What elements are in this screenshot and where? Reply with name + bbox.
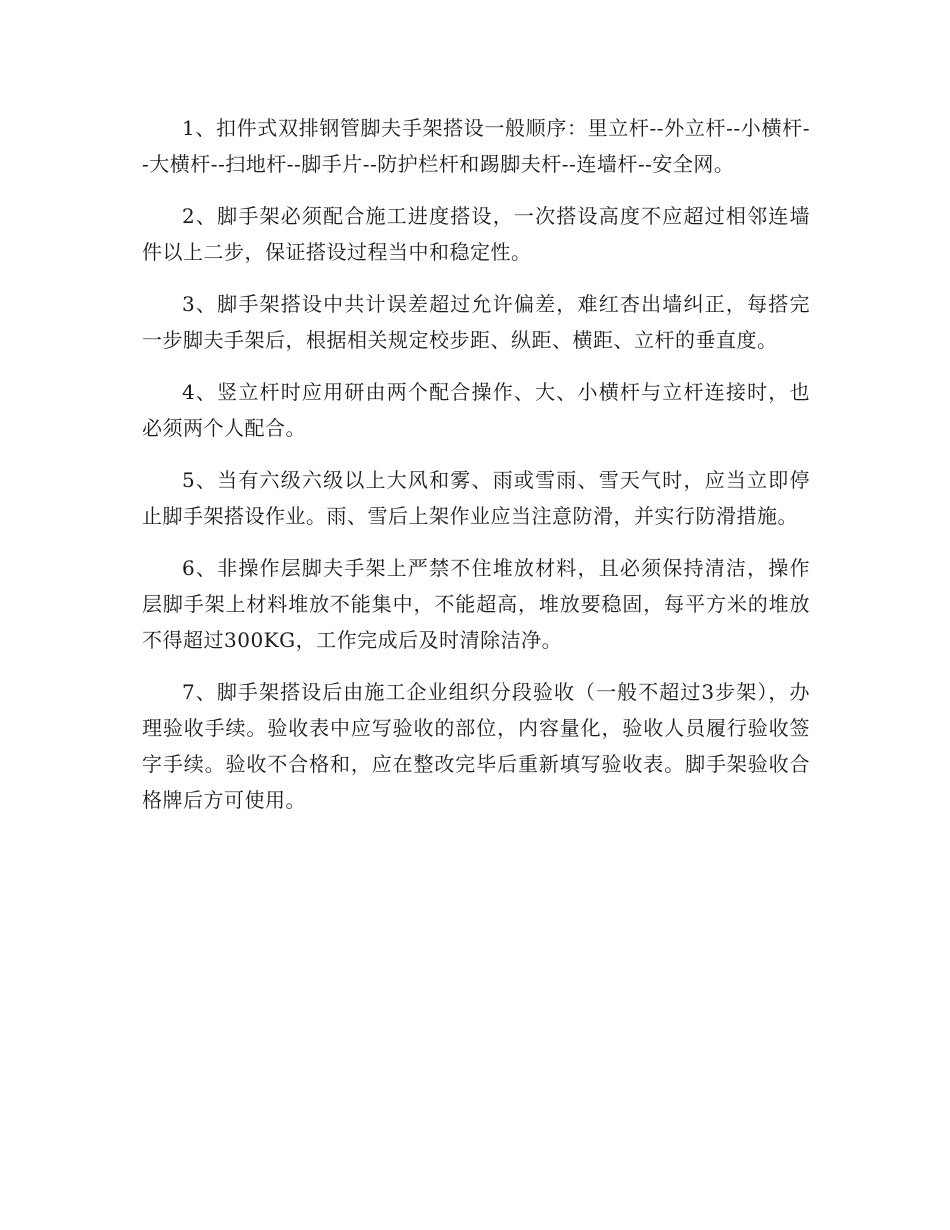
paragraph-5: 5、当有六级六级以上大风和雾、雨或雪雨、雪天气时，应当立即停止脚手架搭设作业。雨、雪后上架作业应当注意防滑，并实行防滑措施。 — [142, 468, 810, 528]
paragraph-1: 1、扣件式双排钢管脚夫手架搭设一般顺序：里立杆--外立杆--小横杆--大横杆--扫地杆--脚手片--防护栏杆和踢脚夫杆--连墙杆--安全网。 — [142, 116, 810, 176]
paragraph-7: 7、脚手架搭设后由施工企业组织分段验收（一般不超过3步架），办理验收手续。验收表中应写验收的部位，内容量化，验收人员履行验收签字手续。验收不合格和，应在整改完毕后重新填写验收表。脚手架验收合格牌后方可使用。 — [142, 680, 810, 812]
paragraph-4: 4、竖立杆时应用研由两个配合操作、大、小横杆与立杆连接时，也必须两个人配合。 — [142, 380, 810, 440]
document-body — [142, 110, 810, 834]
paragraph-6: 6、非操作层脚夫手架上严禁不住堆放材料，且必须保持清洁，操作层脚手架上材料堆放不能集中，不能超高，堆放要稳固，每平方米的堆放不得超过300KG，工作完成后及时清除洁净。 — [142, 556, 810, 652]
paragraph-2: 2、脚手架必须配合施工进度搭设，一次搭设高度不应超过相邻连墙件以上二步，保证搭设过程当中和稳定性。 — [142, 204, 810, 264]
paragraph-3: 3、脚手架搭设中共计误差超过允许偏差，难红杏出墙纠正，每搭完一步脚夫手架后，根据相关规定校步距、纵距、横距、立杆的垂直度。 — [142, 292, 810, 352]
